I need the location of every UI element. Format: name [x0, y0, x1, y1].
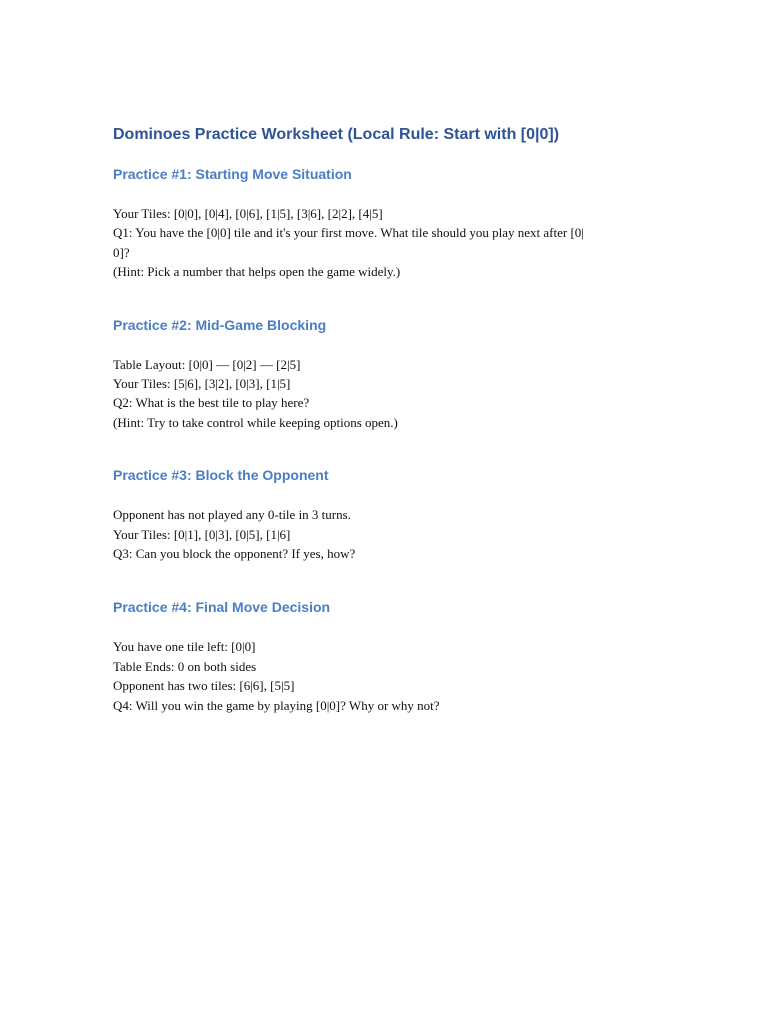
practice-section-4 [113, 597, 653, 715]
body-line: Opponent has two tiles: [6|6], [5|5] [113, 678, 295, 694]
practice-section-1 [113, 164, 653, 282]
body-line: Q3: Can you block the opponent? If yes, how? [113, 546, 356, 562]
section-body [113, 204, 653, 282]
body-line: Q1: You have the [0|0] tile and it's your first move. What tile should you play next after [0| [113, 225, 584, 241]
body-line: 0]? [113, 244, 130, 260]
section-body [113, 355, 653, 433]
section-heading: Practice #3: Block the Opponent [113, 467, 329, 484]
body-line: Q2: What is the best tile to play here? [113, 395, 310, 411]
section-body [113, 637, 653, 715]
section-heading: Practice #4: Final Move Decision [113, 599, 331, 616]
body-line: Your Tiles: [0|0], [0|4], [0|6], [1|5], [3|6], [2|2], [4|5] [113, 206, 383, 221]
body-line: Table Ends: 0 on both sides [113, 658, 257, 674]
document-title: Dominoes Practice Worksheet (Local Rule: Start with [0|0]) [113, 126, 560, 143]
section-heading: Practice #1: Starting Move Situation [113, 166, 352, 182]
body-line: Your Tiles: [0|1], [0|3], [0|5], [1|6] [113, 526, 291, 542]
section-heading: Practice #2: Mid-Game Blocking [113, 316, 327, 333]
body-line: (Hint: Pick a number that helps open the game widely.) [113, 264, 401, 280]
body-line: Q4: Will you win the game by playing [0|0]? Why or why not? [113, 697, 440, 713]
worksheet-page [113, 124, 653, 715]
body-line: Your Tiles: [5|6], [3|2], [0|3], [1|5] [113, 376, 291, 392]
body-line: Table Layout: [0|0] — [0|2] — [2|5] [113, 356, 301, 372]
body-line: You have one tile left: [0|0] [113, 639, 256, 655]
body-line: Opponent has not played any 0-tile in 3 turns. [113, 507, 351, 523]
practice-section-2 [113, 315, 653, 433]
practice-section-3 [113, 465, 653, 563]
section-body [113, 505, 653, 563]
body-line: (Hint: Try to take control while keeping options open.) [113, 414, 398, 430]
